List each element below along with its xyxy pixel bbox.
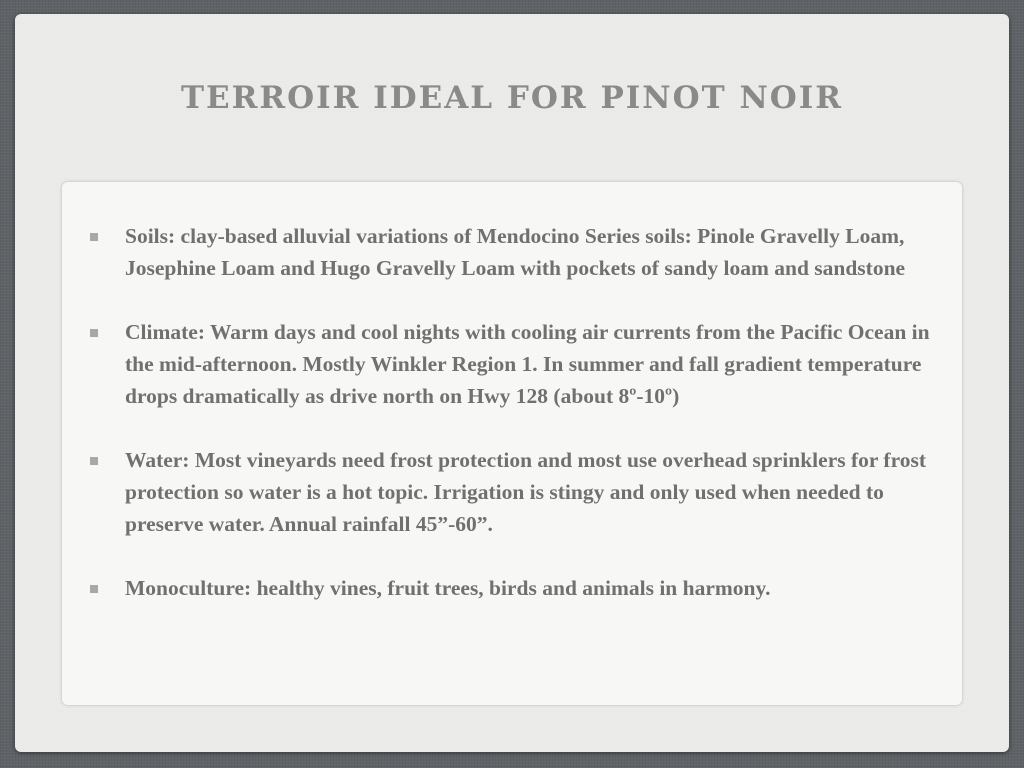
square-bullet-icon	[90, 329, 98, 337]
bullet-text: Climate: Warm days and cool nights with cooling air currents from the Pacific Ocean in the mid-afternoon. Mostly Winkler Region 1. In summer and fall gradient temperature drops dramatically as drive north on Hwy 128 (about 8º-10º)	[125, 320, 930, 408]
bullet-item-water	[62, 444, 962, 540]
bullet-text: Soils: clay-based alluvial variations of Mendocino Series soils: Pinole Gravelly Loam, Josephine Loam and Hugo Gravelly Loam with pockets of sandy loam and sandstone	[125, 224, 906, 280]
square-bullet-icon	[90, 457, 98, 465]
content-box	[62, 182, 962, 705]
bullet-list	[62, 220, 962, 636]
bullet-item-climate	[62, 316, 962, 412]
bullet-item-monoculture	[62, 572, 962, 604]
bullet-text: Monoculture: healthy vines, fruit trees, birds and animals in harmony.	[125, 576, 771, 600]
square-bullet-icon	[90, 585, 98, 593]
square-bullet-icon	[90, 233, 98, 241]
slide-title: TERROIR IDEAL FOR PINOT NOIR	[180, 80, 844, 116]
bullet-text: Water: Most vineyards need frost protection and most use overhead sprinklers for frost protection so water is a hot topic. Irrigation is stingy and only used when needed to preserve water. Annual rainfall 45”-60”.	[125, 448, 927, 536]
bullet-item-soils	[62, 220, 962, 284]
